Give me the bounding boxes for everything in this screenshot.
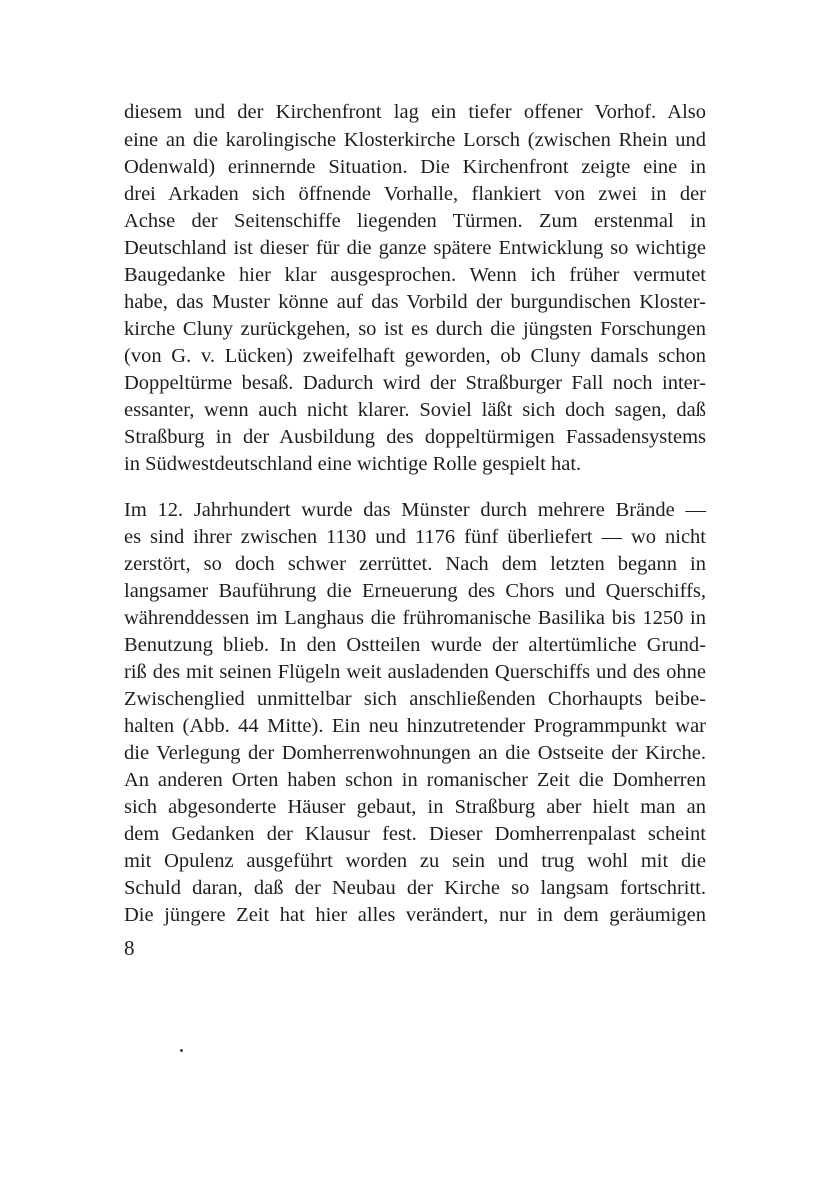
text-line: diesem und der Kirchenfront lag ein tiefer offener Vorhof. Also bbox=[124, 101, 706, 123]
text-line: mit Opulenz ausgeführt worden zu sein und trug wohl mit die bbox=[124, 850, 706, 872]
text-line: Schuld daran, daß der Neubau der Kirche so langsam fortschritt. bbox=[124, 877, 706, 899]
scan-speck bbox=[180, 1049, 183, 1052]
text-line: dem Gedanken der Klausur fest. Dieser Domherrenpalast scheint bbox=[124, 823, 706, 845]
text-line: Baugedanke hier klar ausgesprochen. Wenn ich früher vermutet bbox=[124, 264, 706, 286]
page-number: 8 bbox=[124, 936, 135, 960]
text-line: zerstört, so doch schwer zerrüttet. Nach dem letzten begann in bbox=[124, 553, 706, 575]
text-line: Achse der Seitenschiffe liegenden Türmen. Zum erstenmal in bbox=[124, 210, 706, 232]
text-line: halten (Abb. 44 Mitte). Ein neu hinzutretender Programmpunkt war bbox=[124, 715, 706, 737]
text-line: essanter, wenn auch nicht klarer. Soviel läßt sich doch sagen, daß bbox=[124, 399, 706, 421]
text-line: kirche Cluny zurückgehen, so ist es durch die jüngsten Forschungen bbox=[124, 318, 706, 340]
text-line: riß des mit seinen Flügeln weit ausladenden Querschiffs und des ohne bbox=[124, 661, 706, 683]
text-line: sich abgesonderte Häuser gebaut, in Straßburg aber hielt man an bbox=[124, 796, 706, 818]
text-line: Odenwald) erinnernde Situation. Die Kirchenfront zeigte eine in bbox=[124, 156, 706, 178]
text-line: Die jüngere Zeit hat hier alles verändert, nur in dem geräumigen bbox=[124, 904, 706, 926]
text-line: Benutzung blieb. In den Ostteilen wurde der altertümliche Grund- bbox=[124, 634, 706, 656]
text-line: An anderen Orten haben schon in romanischer Zeit die Domherren bbox=[124, 769, 706, 791]
text-line: (von G. v. Lücken) zweifelhaft geworden, ob Cluny damals schon bbox=[124, 345, 706, 367]
text-line: langsamer Bauführung die Erneuerung des Chors und Querschiffs, bbox=[124, 580, 706, 602]
text-line: es sind ihrer zwischen 1130 und 1176 fünf überliefert — wo nicht bbox=[124, 526, 706, 548]
text-line: Im 12. Jahrhundert wurde das Münster durch mehrere Brände — bbox=[124, 499, 706, 521]
text-line: in Südwestdeutschland eine wichtige Rolle gespielt hat. bbox=[124, 453, 582, 475]
text-line: drei Arkaden sich öffnende Vorhalle, flankiert von zwei in der bbox=[124, 183, 706, 205]
text-line: Doppeltürme besaß. Dadurch wird der Straßburger Fall noch inter- bbox=[124, 372, 706, 394]
text-line: habe, das Muster könne auf das Vorbild der burgundischen Kloster- bbox=[124, 291, 706, 313]
text-line: Deutschland ist dieser für die ganze spätere Entwicklung so wichtige bbox=[124, 237, 706, 259]
text-line: Zwischenglied unmittelbar sich anschließenden Chorhaupts beibe- bbox=[124, 688, 706, 710]
text-line: Straßburg in der Ausbildung des doppeltürmigen Fassadensystems bbox=[124, 426, 706, 448]
text-line: die Verlegung der Domherrenwohnungen an die Ostseite der Kirche. bbox=[124, 742, 706, 764]
text-line: währenddessen im Langhaus die frühromanische Basilika bis 1250 in bbox=[124, 607, 706, 629]
text-line: eine an die karolingische Klosterkirche Lorsch (zwischen Rhein und bbox=[124, 129, 706, 151]
